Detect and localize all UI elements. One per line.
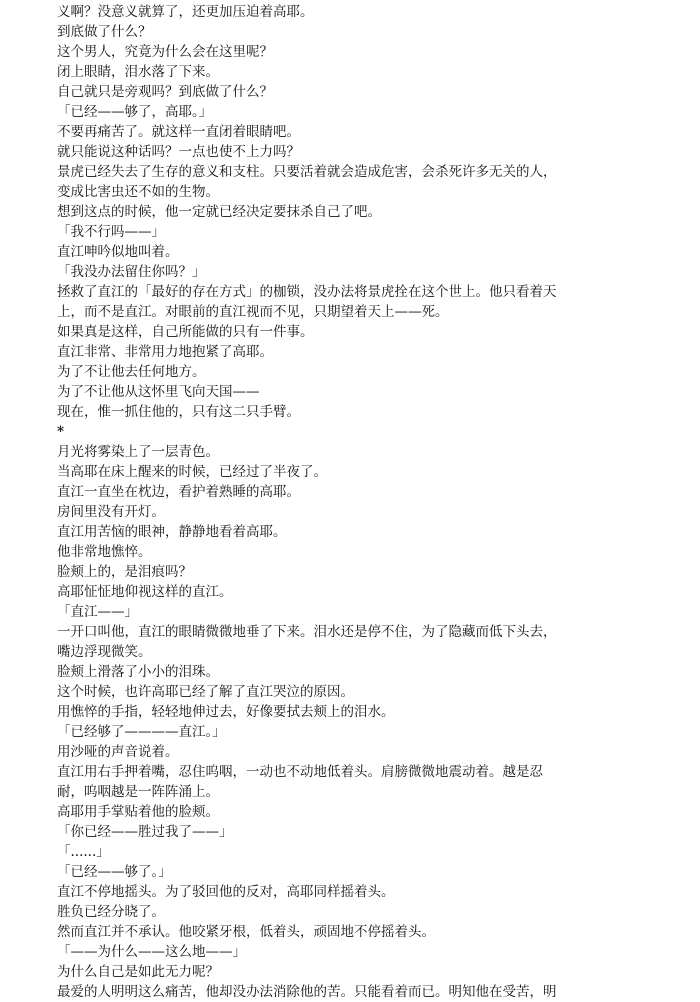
text-line: 如果真是这样，自己所能做的只有一件事。 bbox=[57, 324, 314, 340]
text-line: 上，而不是直江。对眼前的直江视而不见，只期望着天上——死。 bbox=[57, 304, 449, 320]
text-line: 这个男人，究竟为什么会在这里呢？ bbox=[57, 44, 273, 60]
text-line: 他非常地憔悴。 bbox=[57, 544, 152, 560]
text-line: 用憔悴的手指，轻轻地伸过去，好像要拭去颊上的泪水。 bbox=[57, 704, 395, 720]
text-line: 变成比害虫还不如的生物。 bbox=[57, 184, 219, 200]
section-separator: * bbox=[57, 424, 65, 440]
text-line: 到底做了什么？ bbox=[57, 24, 152, 40]
text-line: 为了不让他去任何地方。 bbox=[57, 364, 206, 380]
text-line: 直江非常、非常用力地抱紧了高耶。 bbox=[57, 344, 273, 360]
text-line: 脸颊上滑落了小小的泪珠。 bbox=[57, 664, 219, 680]
text-line: 直江不停地摇头。为了驳回他的反对，高耶同样摇着头。 bbox=[57, 884, 395, 900]
text-line: 直江呻吟似地叫着。 bbox=[57, 244, 179, 260]
text-line: 「已经——够了，高耶。」 bbox=[57, 104, 213, 120]
text-line: 闭上眼睛，泪水落了下来。 bbox=[57, 64, 219, 80]
text-line: 就只能说这种话吗？一点也使不上力吗？ bbox=[57, 144, 300, 160]
text-line: 当高耶在床上醒来的时候，已经过了半夜了。 bbox=[57, 464, 327, 480]
text-line: 一开口叫他，直江的眼睛微微地垂了下来。泪水还是停不住，为了隐藏而低下头去， bbox=[57, 624, 557, 640]
text-line: 为什么自己是如此无力呢？ bbox=[57, 964, 219, 980]
text-line: 然而直江并不承认。他咬紧牙根，低着头，顽固地不停摇着头。 bbox=[57, 924, 435, 940]
text-line: 直江用苦恼的眼神，静静地看着高耶。 bbox=[57, 524, 287, 540]
text-line: 这个时候，也许高耶已经了解了直江哭泣的原因。 bbox=[57, 684, 354, 700]
text-line: 高耶用手掌贴着他的脸颊。 bbox=[57, 804, 219, 820]
text-line: 想到这点的时候，他一定就已经决定要抹杀自己了吧。 bbox=[57, 204, 381, 220]
text-line: 用沙哑的声音说着。 bbox=[57, 744, 179, 760]
text-line: 直江一直坐在枕边，看护着熟睡的高耶。 bbox=[57, 484, 300, 500]
text-line: 嘴边浮现微笑。 bbox=[57, 644, 152, 660]
text-line: 「已经够了————直江。」 bbox=[57, 724, 226, 740]
text-line: 「——为什么——这么地——」 bbox=[57, 944, 246, 960]
text-line: 「你已经——胜过我了——」 bbox=[57, 824, 233, 840]
text-line: 义啊？没意义就算了，还更加压迫着高耶。 bbox=[57, 4, 314, 20]
text-line: 自己就只是旁观吗？到底做了什么？ bbox=[57, 84, 273, 100]
text-line: 房间里没有开灯。 bbox=[57, 504, 165, 520]
text-line: 不要再痛苦了。就这样一直闭着眼睛吧。 bbox=[57, 124, 300, 140]
text-line: 「直江——」 bbox=[57, 604, 138, 620]
text-line: 直江用右手押着嘴，忍住呜咽，一动也不动地低着头。肩膀微微地震动着。越是忍 bbox=[57, 764, 543, 780]
document-page bbox=[57, 0, 637, 1002]
text-line: 最爱的人明明这么痛苦，他却没办法消除他的苦。只能看着而已。明知他在受苦，明 bbox=[57, 984, 557, 1000]
text-line: 现在，惟一抓住他的，只有这二只手臂。 bbox=[57, 404, 300, 420]
text-line: 拯救了直江的「最好的存在方式」的枷锁，没办法将景虎拴在这个世上。他只看着天 bbox=[57, 284, 557, 300]
text-line: 为了不让他从这怀里飞向天国—— bbox=[57, 384, 260, 400]
text-line: 高耶怔怔地仰视这样的直江。 bbox=[57, 584, 233, 600]
text-line: 月光将雾染上了一层青色。 bbox=[57, 444, 219, 460]
text-line: 胜负已经分晓了。 bbox=[57, 904, 165, 920]
text-line: 「我不行吗——」 bbox=[57, 224, 165, 240]
text-line: 「我没办法留住你吗？」 bbox=[57, 264, 206, 280]
text-line: 脸颊上的，是泪痕吗？ bbox=[57, 564, 192, 580]
text-line: 耐，呜咽越是一阵阵涌上。 bbox=[57, 784, 219, 800]
text-line: 景虎已经失去了生存的意义和支柱。只要活着就会造成危害，会杀死许多无关的人， bbox=[57, 164, 557, 180]
text-line: 「已经——够了。」 bbox=[57, 864, 172, 880]
text-line: 「......」 bbox=[57, 844, 110, 860]
